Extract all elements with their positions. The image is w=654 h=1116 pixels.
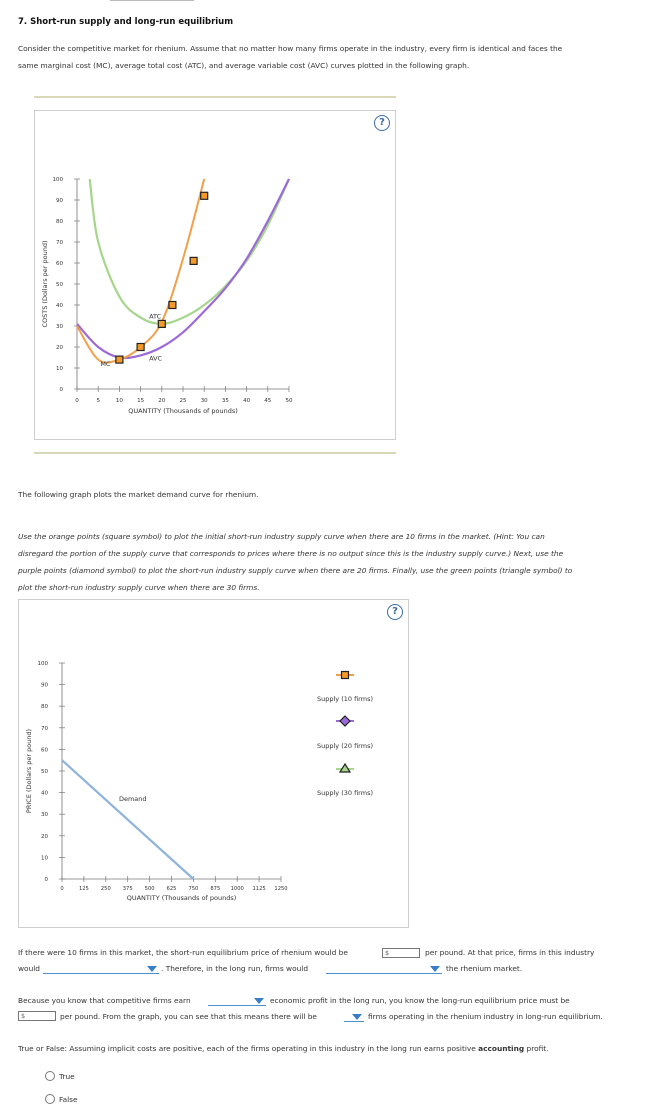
y-tick-label: 10 <box>56 366 63 372</box>
y-axis-title: PRICE (Dollars per pound) <box>25 728 33 814</box>
y-tick-label: 30 <box>41 812 48 819</box>
y-tick-label: 60 <box>56 261 63 267</box>
y-tick-label: 30 <box>56 324 63 330</box>
q3-text <box>18 1044 549 1053</box>
x-tick-label: 0 <box>75 398 79 404</box>
true-radio[interactable] <box>45 1071 55 1081</box>
y-tick-label: 90 <box>56 198 63 204</box>
x-tick-label: 20 <box>158 398 166 404</box>
y-tick-label: 80 <box>41 704 48 711</box>
chevron-down-icon <box>254 998 264 1004</box>
mc-point-marker <box>116 356 123 363</box>
top-divider <box>110 0 194 1</box>
x-tick-label: 375 <box>122 886 133 892</box>
y-tick-label: 10 <box>41 855 48 862</box>
help-icon[interactable]: ? <box>374 115 390 131</box>
long-run-action-dropdown[interactable] <box>326 963 442 974</box>
atc-label: ATC <box>149 312 162 321</box>
y-tick-label: 60 <box>41 747 48 754</box>
x-tick-label: 125 <box>78 886 89 892</box>
x-axis-title: QUANTITY (Thousands of pounds) <box>126 894 237 902</box>
y-tick-label: 40 <box>41 790 48 797</box>
q1-text-3: . Therefore, in the long run, firms would <box>161 964 309 973</box>
q3-suffix: profit. <box>526 1044 549 1053</box>
market-chart[interactable] <box>19 600 408 927</box>
equilibrium-price-input[interactable]: $ <box>382 948 420 958</box>
graph1-bottom-rule <box>34 452 396 454</box>
mc-point-marker <box>190 257 197 264</box>
q1-text-4: the rhenium market. <box>446 964 523 973</box>
graph1-top-rule <box>34 96 396 98</box>
long-run-profit-dropdown[interactable] <box>208 995 266 1006</box>
x-tick-label: 1125 <box>252 886 266 892</box>
y-tick-label: 20 <box>56 345 63 351</box>
mc-point-marker <box>169 302 176 309</box>
y-tick-label: 90 <box>41 682 48 689</box>
x-tick-label: 40 <box>243 398 251 404</box>
mc-point-marker <box>158 320 165 327</box>
instructions-line-1: Use the orange points (square symbol) to plot the initial short-run industry supply curve when there are 10 firms in the market. (Hint: You can <box>18 532 545 541</box>
x-tick-label: 15 <box>137 398 145 404</box>
y-tick-label: 100 <box>37 661 48 667</box>
y-axis-title: COSTS (Dollars per pound) <box>41 240 49 328</box>
q1-text-2: per pound. At that price, firms in this industry <box>425 948 595 957</box>
x-tick-label: 25 <box>179 398 187 404</box>
atc-curve <box>90 179 289 324</box>
firm-count-dropdown[interactable] <box>344 1011 364 1022</box>
instructions-line-3: purple points (diamond symbol) to plot the short-run industry supply curve when there are 20 firms. Finally, use the green points (triangle symbol) to <box>18 566 573 575</box>
q2-text-3: per pound. From the graph, you can see that this means there will be <box>60 1012 317 1021</box>
profit-status-dropdown[interactable] <box>43 963 159 974</box>
x-tick-label: 0 <box>60 886 64 892</box>
mc-point-marker <box>201 192 208 199</box>
x-tick-label: 500 <box>144 886 155 892</box>
mc-point-marker <box>137 344 144 351</box>
y-tick-label: 40 <box>56 303 63 309</box>
intro-line-1: Consider the competitive market for rhenium. Assume that no matter how many firms operate in the industry, every firm is identical and faces the <box>18 44 563 53</box>
false-label[interactable]: False <box>59 1095 78 1104</box>
avc-label: AVC <box>149 354 163 363</box>
legend-supply30-label: Supply (30 firms) <box>317 789 373 797</box>
instructions-line-4: plot the short-run industry supply curve when there are 30 firms. <box>18 583 260 592</box>
demand-curve <box>62 760 193 879</box>
true-label[interactable]: True <box>59 1072 75 1081</box>
x-tick-label: 1000 <box>230 886 244 892</box>
y-tick-label: 80 <box>56 219 63 225</box>
x-tick-label: 50 <box>285 398 293 404</box>
legend-supply10-label: Supply (10 firms) <box>317 695 373 703</box>
cost-chart[interactable] <box>35 111 395 439</box>
x-tick-label: 5 <box>96 398 100 404</box>
y-tick-label: 50 <box>56 282 63 288</box>
y-tick-label: 0 <box>44 877 48 883</box>
q3-prefix: True or False: Assuming implicit costs are positive, each of the firms operating in this industry in the long run earns positive <box>18 1044 476 1053</box>
y-tick-label: 0 <box>59 387 63 393</box>
false-radio[interactable] <box>45 1094 55 1104</box>
legend-square-icon <box>342 672 349 679</box>
avc-curve <box>77 179 289 358</box>
y-tick-label: 100 <box>52 177 63 183</box>
cost-graph-panel <box>34 110 396 440</box>
question-heading: 7. Short-run supply and long-run equilibrium <box>18 17 234 27</box>
x-tick-label: 625 <box>166 886 177 892</box>
demand-label: Demand <box>118 795 147 804</box>
y-tick-label: 70 <box>41 725 48 732</box>
chevron-down-icon <box>430 966 440 972</box>
mc-curve <box>77 179 204 363</box>
intro-line-2: same marginal cost (MC), average total cost (ATC), and average variable cost (AVC) curves plotted in the following graph. <box>18 61 470 70</box>
legend-supply20-label: Supply (20 firms) <box>317 742 373 750</box>
y-tick-label: 70 <box>56 240 63 246</box>
x-tick-label: 875 <box>210 886 221 892</box>
chevron-down-icon <box>352 1014 362 1020</box>
long-run-price-input[interactable]: $ <box>18 1011 56 1021</box>
x-tick-label: 1250 <box>274 886 288 892</box>
market-intro: The following graph plots the market demand curve for rhenium. <box>18 490 259 499</box>
x-tick-label: 35 <box>221 398 229 404</box>
y-tick-label: 50 <box>41 769 48 775</box>
help-icon[interactable]: ? <box>387 604 403 620</box>
q2-text-1: Because you know that competitive firms earn <box>18 996 191 1005</box>
x-tick-label: 10 <box>115 398 123 404</box>
chevron-down-icon <box>147 966 157 972</box>
q1-text-1: If there were 10 firms in this market, the short-run equilibrium price of rhenium would be <box>18 948 348 957</box>
legend-diamond-icon <box>340 716 350 726</box>
y-tick-label: 20 <box>41 833 48 840</box>
q2-text-2: economic profit in the long run, you know the long-run equilibrium price must be <box>270 996 570 1005</box>
q3-bold: accounting <box>478 1044 525 1053</box>
q1-would: would <box>18 964 40 973</box>
q2-text-4: firms operating in the rhenium industry in long-run equilibrium. <box>368 1012 603 1021</box>
x-tick-label: 750 <box>188 886 199 892</box>
instructions-line-2: disregard the portion of the supply curve that corresponds to prices where there is no output since this is the industry supply curve.) Next, use the <box>18 549 564 558</box>
market-graph-panel <box>18 599 409 928</box>
mc-label: MC <box>100 359 111 368</box>
x-axis-title: QUANTITY (Thousands of pounds) <box>128 407 238 415</box>
x-tick-label: 250 <box>100 886 111 892</box>
x-tick-label: 30 <box>200 398 208 404</box>
x-tick-label: 45 <box>264 398 272 404</box>
